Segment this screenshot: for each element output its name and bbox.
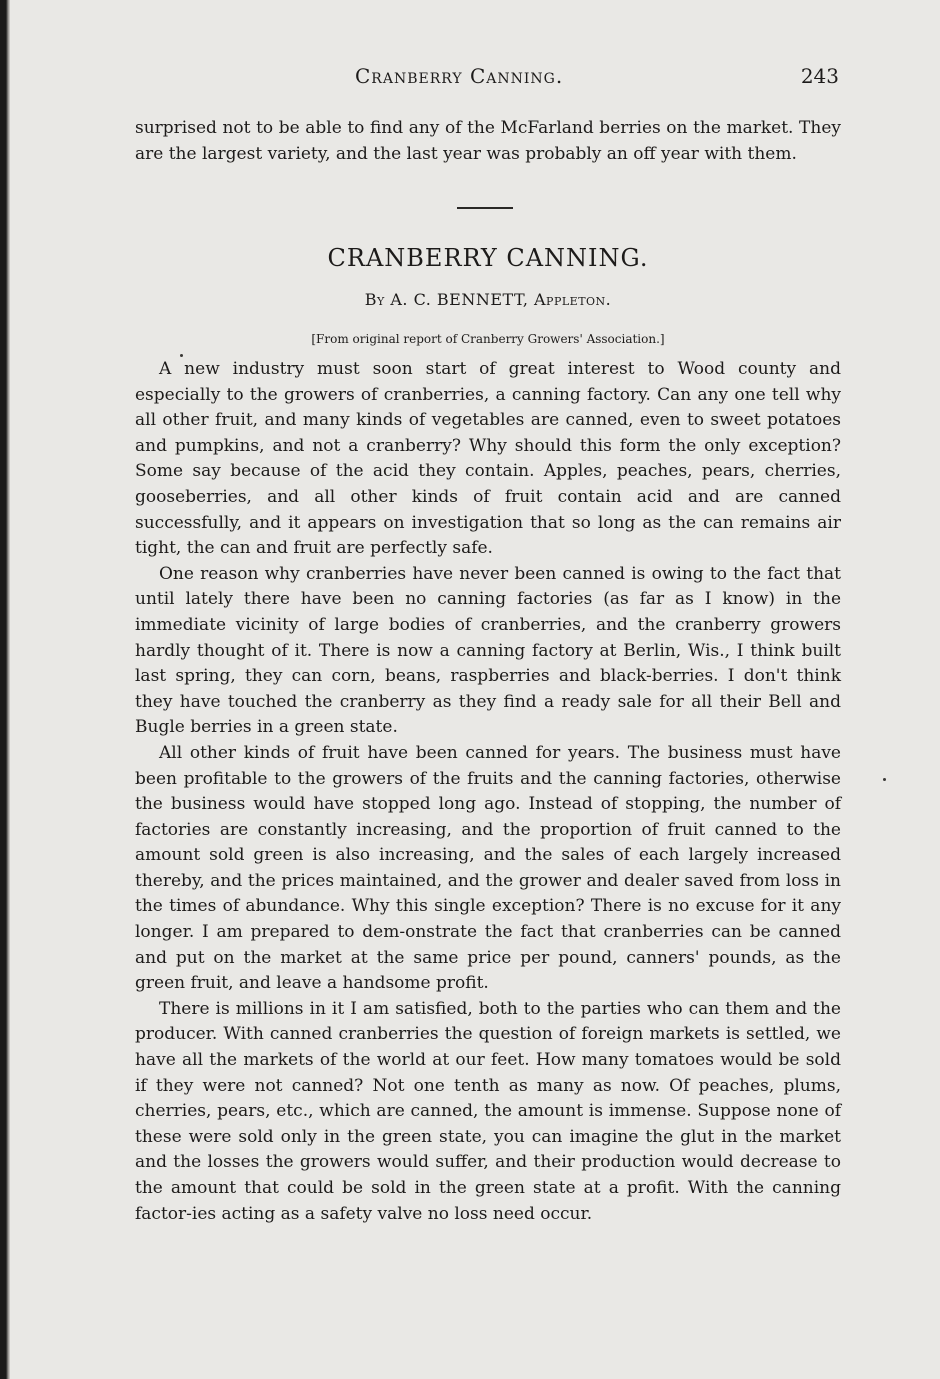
running-title: Cranberry Canning.: [355, 64, 564, 88]
running-head: [135, 64, 841, 92]
body-paragraph: A new industry must soon start of great interest to Wood county and especially to the growers of cranberries, a canning factory. Can any one tell why all other fruit, and many kinds of vegetables are canned, even to sweet potatoes and pumpkins, and not a cranberry? Why should this form the only exception? Some say because of the acid they contain. Apples, peaches, pears, cherries, gooseberries, and all other kinds of fruit contain acid and are canned successfully, and it appears on investigation that so long as the can remains air tight, the can and fruit are perfectly safe.: [135, 359, 841, 559]
page-binding-edge: [0, 0, 10, 1379]
print-speck: [883, 778, 886, 781]
carry-over-text: surprised not to be able to find any of the McFarland berries on the market. They are the largest variety, and the last year was probably an off year with them.: [135, 118, 841, 164]
body-paragraph: One reason why cranberries have never been canned is owing to the fact that until lately there have been no canning factories (as far as I know) in the immediate vicinity of large bodies of cranberries, and the cranberry growers hardly thought of it. There is now a canning factory at Berlin, Wis., I think built last spring, they can corn, beans, raspberries and black-berries. I don't think they have touched the cranberry as they find a ready sale for all their Bell and Bugle berries in a green state.: [135, 563, 841, 738]
byline: [135, 290, 841, 309]
byline-author: A. C. BENNETT,: [390, 290, 529, 309]
article-body: [135, 357, 841, 1227]
page-number: 243: [800, 64, 839, 88]
section-divider-rule: [457, 207, 513, 209]
article-title: CRANBERRY CANNING.: [327, 244, 649, 272]
source-note: [From original report of Cranberry Growers' Association.]: [311, 332, 665, 346]
body-paragraph: There is millions in it I am satisfied, both to the parties who can them and the producer. With canned cranberries the question of foreign markets is settled, we have all the markets of the world at our feet. How many tomatoes would be sold if they were not canned? Not one tenth as many as now. Of peaches, plums, cherries, pears, etc., which are canned, the amount is immense. Suppose none of these were sold only in the green state, you can imagine the glut in the market and the losses the growers would suffer, and their production would decrease to the amount that could be sold in the green state at a profit. With the canning factor-ies acting as a safety valve no loss need occur.: [135, 998, 841, 1224]
print-speck: [180, 354, 183, 357]
carry-over-paragraph: [135, 116, 841, 167]
body-paragraph: All other kinds of fruit have been canned for years. The business must have been profitable to the growers of the fruits and the canning factories, otherwise the business would have stopped long ago. Instead of stopping, the number of factories are constantly increasing, and the proportion of fruit canned to the amount sold green is also increasing, and the sales of each largely increased thereby, and the prices maintained, and the grower and dealer saved from loss in the times of abundance. Why this single exception? There is no excuse for it any longer. I am prepared to dem-onstrate the fact that cranberries can be canned and put on the market at the same price per pound, canners' pounds, as the green fruit, and leave a handsome profit.: [135, 742, 841, 994]
byline-prefix: By: [364, 290, 385, 309]
byline-place: Appleton.: [534, 290, 612, 309]
